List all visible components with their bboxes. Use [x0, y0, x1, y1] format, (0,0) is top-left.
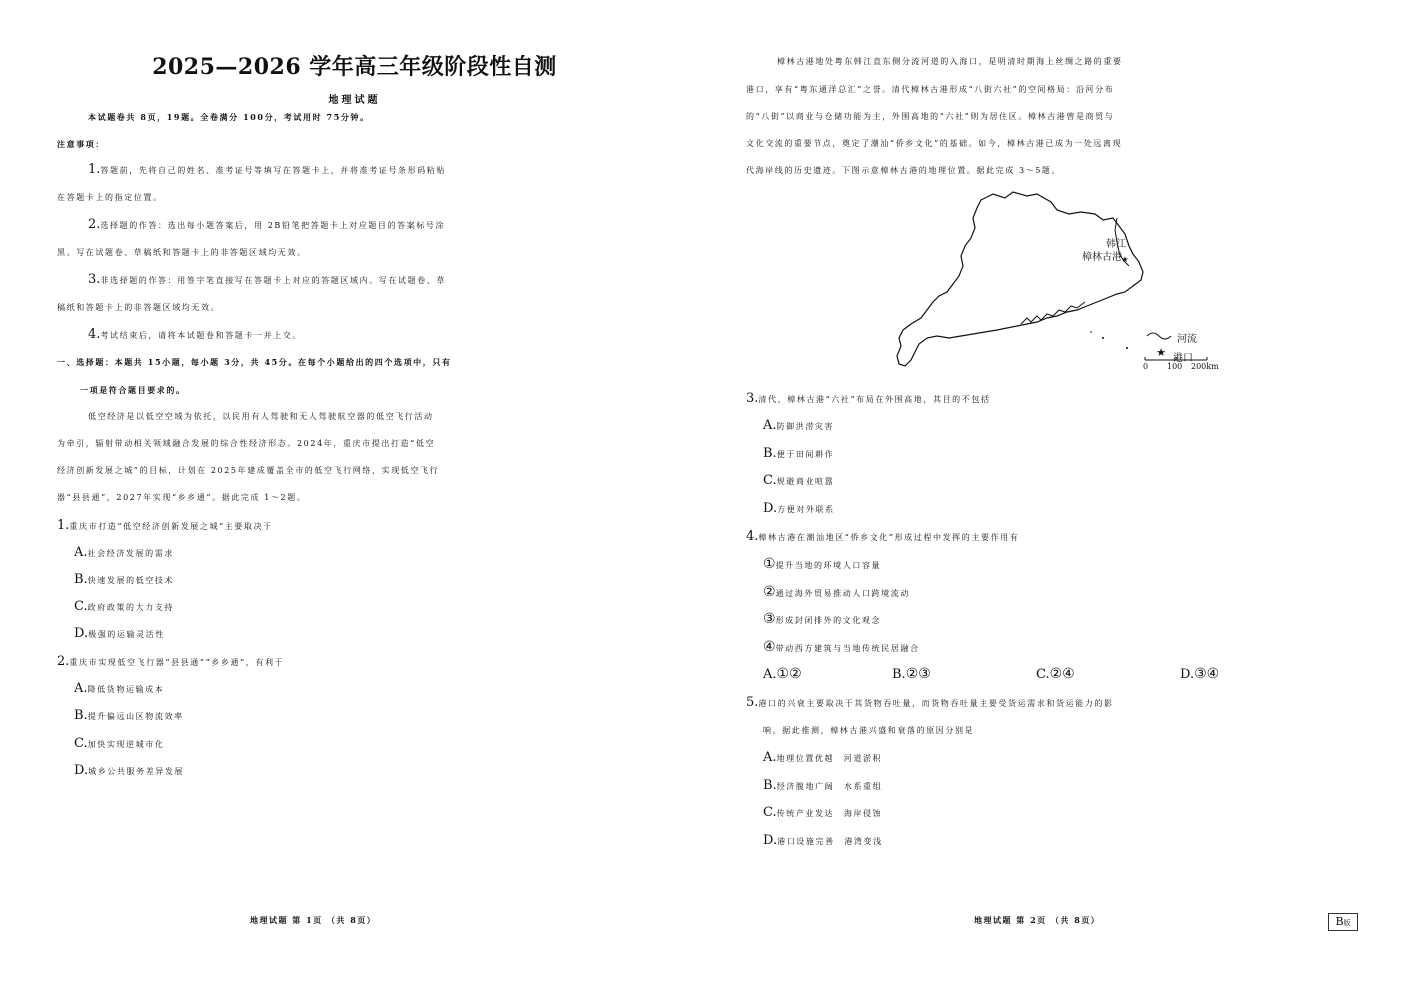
question-5-stem-cont: 响。据此推测，樟林古港兴盛和衰落的原因分别是 [763, 726, 975, 735]
map-label-river: 韩江 [1106, 239, 1126, 250]
question-1-stem: 1.重庆市打造“低空经济创新发展之城”主要取决于 [57, 518, 273, 533]
scale-label-0: 0 [1143, 362, 1149, 371]
passage-2-line-3: 的“八街”以商业与仓储功能为主，外围高地的“六社”则为居住区。樟林古港曾是商贸与 [746, 112, 1115, 121]
passage-1-line-3: 经济创新发展之城”的目标，计划在 2025年建成覆盖全市的低空飞行网络，实现低空飞行 [57, 466, 440, 475]
question-5-option-b[interactable]: B.经济腹地广阔 水系重组 [763, 778, 883, 793]
question-3-option-c[interactable]: C.规避商业喧嚣 [763, 473, 835, 488]
legend-river-label: 河流 [1177, 334, 1197, 345]
question-4-item-3: ③形成封闭排外的文化观念 [763, 611, 882, 627]
passage-2-line-1: 樟林古港地处粤东韩江直东侧分流河道的入海口，是明清时期海上丝绸之路的重要 [777, 57, 1123, 66]
question-4-option-b[interactable]: B.②③ [892, 666, 931, 682]
passage-1-line-4: 器“县县通”，2027年实现“乡乡通”。据此完成 1～2题。 [57, 493, 307, 502]
question-3-option-b[interactable]: B.便于田间耕作 [763, 446, 835, 461]
page-footer-1: 地理试题 第 1页 （共 8页） [250, 915, 377, 925]
question-3-option-a[interactable]: A.防御洪涝灾害 [763, 418, 835, 433]
map-label-port: 樟林古港 [1082, 252, 1122, 263]
exam-page-2-questions [709, 0, 1418, 983]
question-4-item-2: ②通过海外贸易推动人口跨境流动 [763, 584, 910, 600]
passage-2-line-4: 文化交流的重要节点，奠定了潮汕“侨乡文化”的基础。如今，樟林古港已成为一处远离现 [746, 139, 1123, 148]
notice-item-1: 1.答题前，先将自己的姓名、准考证号等填写在答题卡上，并将准考证号条形码粘贴 [88, 162, 447, 177]
page-footer-2: 地理试题 第 2页 （共 8页） [974, 915, 1101, 925]
question-4-option-a[interactable]: A.①② [763, 666, 802, 682]
question-5-option-d[interactable]: D.港口设施完善 港湾变浅 [763, 833, 883, 848]
passage-1-line-2: 为牵引，辐射带动相关领域融合发展的综合性经济形态。2024年，重庆市提出打造“低空 [57, 439, 436, 448]
passage-1-line-1: 低空经济是以低空空域为依托，以民用有人驾驶和无人驾驶航空器的低空飞行活动 [88, 412, 434, 421]
scale-label-100: 100 [1167, 362, 1183, 371]
version-badge: B版 [1328, 913, 1358, 931]
legend-port-label: 港口 [1173, 353, 1193, 364]
question-4-item-1: ①提升当地的环境人口容量 [763, 556, 882, 572]
scale-label-200: 200km [1191, 362, 1219, 371]
port-star-icon: ★ [1121, 255, 1129, 264]
question-3-stem: 3.清代，樟林古港“六社”布局在外围高地，其目的不包括 [746, 391, 991, 406]
question-2-option-b[interactable]: B.提升偏远山区物流效率 [74, 708, 184, 723]
question-4-item-4: ④带动西方建筑与当地传统民居融合 [763, 639, 920, 655]
section-header-cont: 一项是符合题目要求的。 [80, 385, 186, 395]
legend-port-icon: ★ [1156, 346, 1166, 359]
notice-item-3: 3.非选择题的作答：用签字笔直接写在答题卡上对应的答题区域内。写在试题卷、草 [88, 272, 447, 287]
question-3-option-d[interactable]: D.方便对外联系 [763, 501, 835, 516]
passage-2-line-5: 代海岸线的历史遗迹。下图示意樟林古港的地理位置。据此完成 3～5题。 [746, 166, 1062, 175]
question-2-option-a[interactable]: A.降低货物运输成本 [74, 681, 165, 696]
exam-intro: 本试题卷共 8页，19题。全卷满分 100分，考试用时 75分钟。 [88, 112, 370, 122]
question-1-option-c[interactable]: C.政府政策的大力支持 [74, 599, 175, 614]
question-4-stem: 4.樟林古港在潮汕地区“侨乡文化”形成过程中发挥的主要作用有 [746, 529, 1020, 544]
notice-item-4: 4.考试结束后，请将本试题卷和答题卡一并上交。 [88, 327, 303, 342]
question-4-option-c[interactable]: C.②④ [1036, 666, 1075, 682]
exam-subtitle: 地理试题 [328, 95, 381, 106]
question-1-option-b[interactable]: B.快速发展的低空技术 [74, 572, 175, 587]
question-1-option-d[interactable]: D.极强的运输灵活性 [74, 626, 165, 641]
notice-item-2-cont: 黑。写在试题卷、草稿纸和答题卡上的非答题区域均无效。 [57, 248, 307, 257]
notice-item-2: 2.选择题的作答：选出每小题答案后，用 2B铅笔把答题卡上对应题目的答案标号涂 [88, 217, 446, 232]
section-header: 一、选择题：本题共 15小题，每小题 3分，共 45分。在每个小题给出的四个选项中，只有 [57, 357, 452, 367]
question-1-option-a[interactable]: A.社会经济发展的需求 [74, 545, 174, 560]
question-5-option-a[interactable]: A.地理位置优越 河道淤积 [763, 750, 883, 765]
question-4-option-d[interactable]: D.③④ [1180, 666, 1220, 682]
notice-item-3-cont: 稿纸和答题卡上的非答题区域均无效。 [57, 303, 221, 312]
exam-title: 2025—2026 学年高三年级阶段性自测 [152, 54, 557, 80]
question-2-stem: 2.重庆市实现低空飞行器“县县通”“乡乡通”，有利于 [57, 654, 285, 669]
notice-item-1-cont: 在答题卡上的指定位置。 [57, 193, 163, 202]
passage-2-line-2: 港口，享有“粤东通洋总汇”之誉。清代樟林古港形成“八街六社”的空间格局：沿河分布 [746, 85, 1115, 94]
question-5-stem: 5.港口的兴衰主要取决于其货物吞吐量，而货物吞吐量主要受货运需求和货运能力的影 [746, 695, 1114, 710]
question-2-option-c[interactable]: C.加快实现逆城市化 [74, 736, 165, 751]
question-2-option-d[interactable]: D.城乡公共服务差异发展 [74, 763, 185, 778]
question-5-option-c[interactable]: C.传统产业发达 海岸侵蚀 [763, 805, 883, 820]
notice-title: 注意事项： [57, 139, 105, 149]
